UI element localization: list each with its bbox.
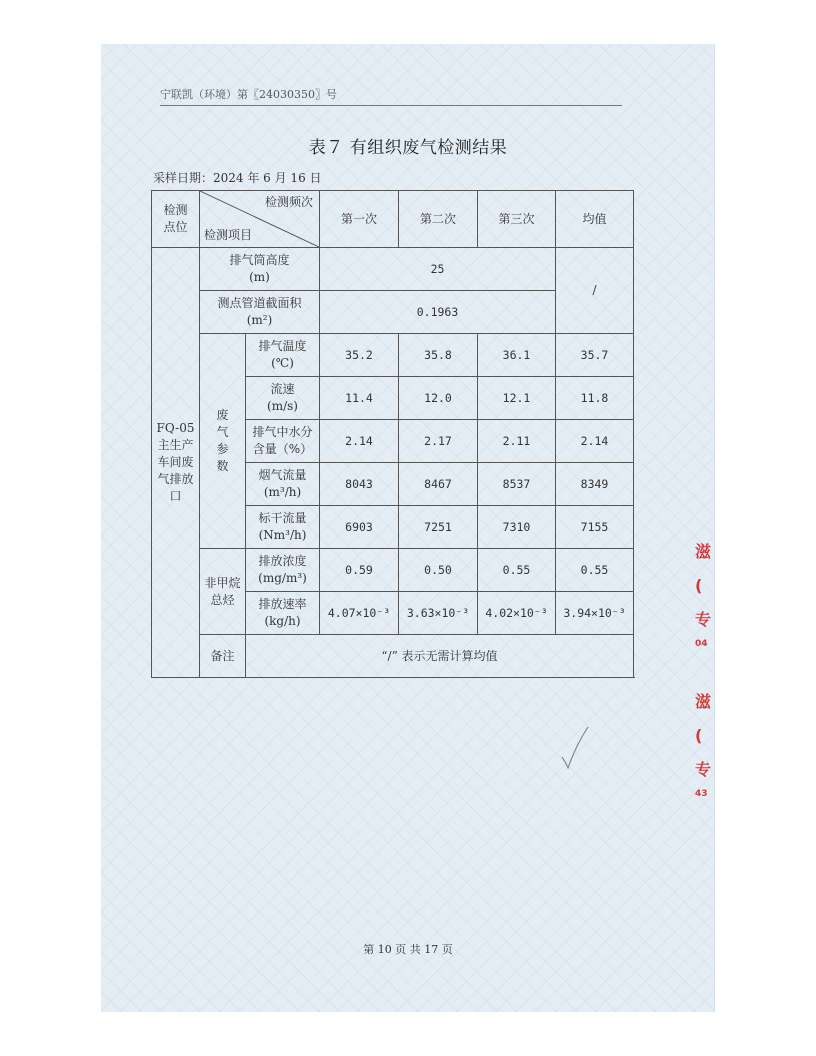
table-cell: 12.1 bbox=[478, 377, 556, 420]
row-label: 排气中水分 含量（%） bbox=[246, 420, 320, 463]
table-cell: 11.8 bbox=[556, 377, 634, 420]
table-cell: 0.50 bbox=[399, 549, 478, 592]
row-label: 排放速率 (kg/h) bbox=[246, 592, 320, 635]
table-cell: 12.0 bbox=[399, 377, 478, 420]
table-cell: 35.7 bbox=[556, 334, 634, 377]
frequency-header: 检测频次 bbox=[264, 195, 313, 209]
table-row bbox=[152, 549, 634, 592]
table-header-row bbox=[152, 191, 634, 248]
seal-stamp-top: 滋 ( 专 04 bbox=[695, 542, 712, 649]
table-cell: 2.14 bbox=[556, 420, 634, 463]
table-cell: 0.55 bbox=[556, 549, 634, 592]
table-cell: 7155 bbox=[556, 506, 634, 549]
seal-stamp-bottom: 滋 ( 专 43 bbox=[695, 692, 712, 799]
column-header-mean: 均值 bbox=[556, 191, 634, 248]
table-cell: 36.1 bbox=[478, 334, 556, 377]
table-cell: 0.59 bbox=[320, 549, 399, 592]
sampling-date: 采样日期：2024 年 6 月 16 日 bbox=[153, 171, 322, 185]
row-label: 排气温度 (℃) bbox=[246, 334, 320, 377]
table-cell: 7251 bbox=[399, 506, 478, 549]
report-number: 宁联凯（环境）第〖24030350〗号 bbox=[160, 86, 622, 106]
monitoring-point: FQ-05 主生产 车间废 气排放 口 bbox=[152, 248, 200, 678]
table-cell: 2.17 bbox=[399, 420, 478, 463]
group-label-nmhc: 非甲烷 总烃 bbox=[200, 549, 246, 635]
table-cell: 11.4 bbox=[320, 377, 399, 420]
table-cell: 2.11 bbox=[478, 420, 556, 463]
row-label: 标干流量 (Nm³/h) bbox=[246, 506, 320, 549]
group-label-waste-gas: 废 气 参 数 bbox=[200, 334, 246, 549]
remark-text: “/” 表示无需计算均值 bbox=[246, 635, 634, 678]
table-cell: 4.02×10⁻³ bbox=[478, 592, 556, 635]
table-cell: 2.14 bbox=[320, 420, 399, 463]
results-table bbox=[151, 190, 634, 678]
column-header-2: 第二次 bbox=[399, 191, 478, 248]
row-label: 排气筒高度 (m) bbox=[200, 248, 320, 291]
item-header: 检测项目 bbox=[204, 228, 253, 242]
row-label: 排放浓度 (mg/m³) bbox=[246, 549, 320, 592]
column-header-1: 第一次 bbox=[320, 191, 399, 248]
table-title: 表７ 有组织废气检测结果 bbox=[308, 138, 508, 158]
table-cell: 8537 bbox=[478, 463, 556, 506]
table-cell: 8043 bbox=[320, 463, 399, 506]
checkmark-icon bbox=[560, 725, 590, 770]
table-cell: 6903 bbox=[320, 506, 399, 549]
table-cell: 3.94×10⁻³ bbox=[556, 592, 634, 635]
stack-height-value: 25 bbox=[320, 248, 556, 291]
remark-label: 备注 bbox=[200, 635, 246, 678]
row-label: 流速 (m/s) bbox=[246, 377, 320, 420]
page-number: 第 10 页 共 17 页 bbox=[363, 943, 453, 956]
row-label: 烟气流量 (m³/h) bbox=[246, 463, 320, 506]
remark-row bbox=[152, 635, 634, 678]
table-cell: 8467 bbox=[399, 463, 478, 506]
table-cell: 3.63×10⁻³ bbox=[399, 592, 478, 635]
column-header-3: 第三次 bbox=[478, 191, 556, 248]
row-label: 测点管道截面积 (m²) bbox=[200, 291, 320, 334]
section-area-value: 0.1963 bbox=[320, 291, 556, 334]
table-row bbox=[152, 334, 634, 377]
diagonal-header-cell bbox=[200, 191, 320, 248]
table-cell: 35.8 bbox=[399, 334, 478, 377]
point-header: 检测 点位 bbox=[152, 191, 200, 248]
table-cell: 4.07×10⁻³ bbox=[320, 592, 399, 635]
table-row bbox=[152, 248, 634, 291]
table-cell: 0.55 bbox=[478, 549, 556, 592]
merged-mean-cell: / bbox=[556, 248, 634, 334]
table-cell: 35.2 bbox=[320, 334, 399, 377]
table-cell: 8349 bbox=[556, 463, 634, 506]
table-cell: 7310 bbox=[478, 506, 556, 549]
